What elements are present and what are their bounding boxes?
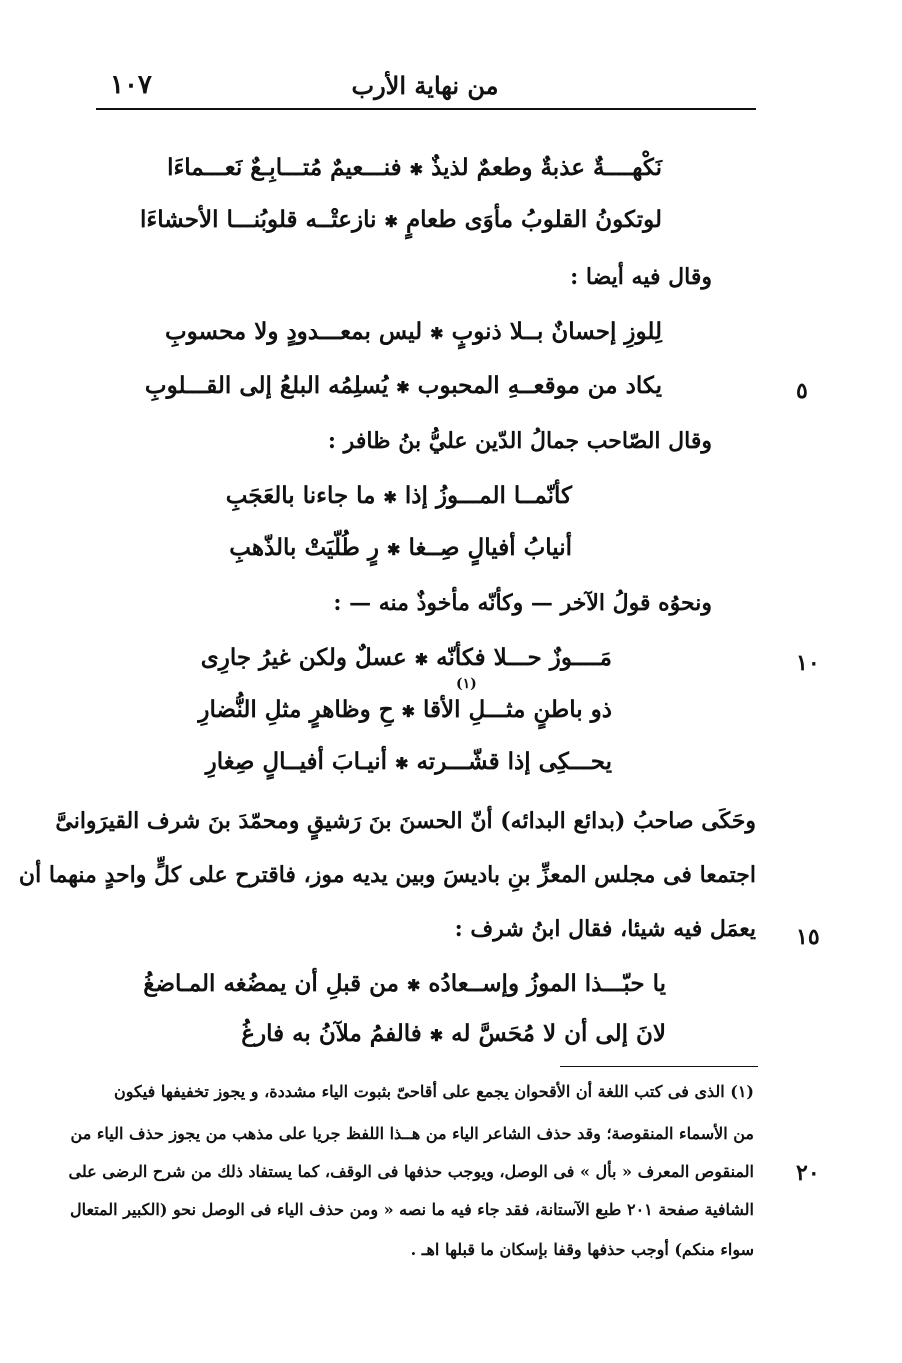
- verse-first-hemistich: مَــــوزٌ حـــلا فكأنّه: [436, 644, 612, 671]
- verse-first-hemistich: لانَ إلى أن لا مُحَسَّ له: [451, 1020, 666, 1047]
- verse-second-hemistich: حِ وظاهرٍ مثلِ النُّضارِ: [198, 696, 394, 723]
- verse-second-hemistich: نازعتْــه قلوبُنـــا الأحشاءَا: [140, 206, 377, 233]
- verse-second-hemistich: رٍ طُلّيَتْ بالذّهبِ: [229, 534, 380, 561]
- verse-line: [198, 696, 612, 723]
- intro-line: وقال الصّاحب جمالُ الدّين عليُّ بنُ ظافر :: [327, 428, 712, 454]
- page-number: ١٠٧: [110, 70, 152, 100]
- verse-second-hemistich: من قبلِ أن يمضُغه المـاضغُ: [143, 970, 399, 997]
- verse-second-hemistich: أنيـابَ أفيــالٍ صِغارِ: [205, 748, 388, 775]
- verse-first-hemistich: ذو باطنٍ مثـــلِ الأقا: [423, 696, 612, 723]
- verse-separator-star: ✱: [401, 702, 415, 721]
- verse-separator-star: ✱: [430, 324, 444, 343]
- prose-line: وحَكَى صاحبُ (بدائع البدائه) أنّ الحسنَ بنَ رَشيقٍ ومحمّدَ بنَ شرف القيرَوانىَّ: [55, 808, 756, 834]
- verse-line: [143, 970, 666, 997]
- verse-line: [201, 644, 612, 671]
- verse-first-hemistich: لوتكونُ القلوبُ مأوَى طعامٍ: [405, 206, 662, 233]
- line-number: ١٥: [796, 924, 820, 950]
- verse-first-hemistich: يا حبّـــذا الموزُ وإســعادُه: [428, 970, 666, 997]
- verse-second-hemistich: يُسلِمُه البلعُ إلى القـــلوبِ: [144, 372, 389, 399]
- footnote-line: (١) الذى فى كتب اللغة أن الأقحوان يجمع على أقاحىّ بثبوت الياء مشددة، و يجوز تخفيفها فيكون: [113, 1082, 754, 1101]
- footnote-line: الشافية صفحة ٢٠١ طبع الآستانة، فقد جاء فيه ما نصه « ومن حذف الياء فى الوصل نحو (الكبير المتعال: [70, 1200, 754, 1219]
- prose-line: اجتمعا فى مجلس المعزِّ بنِ باديسَ وبين يديه موز، فاقترح على كلٍّ واحدٍ منهما أن: [18, 862, 756, 888]
- footnote-line: من الأسماء المنقوصة؛ وقد حذف الشاعر الياء من هــذا اللفظ جريا على مذهب من يجوز حذف الياء من: [70, 1124, 754, 1143]
- verse-line: [229, 534, 572, 561]
- verse-separator-star: ✱: [407, 976, 421, 995]
- intro-line: ونحوُه قولُ الآخر — وكأنّه مأخوذٌ منه — :: [333, 590, 712, 616]
- verse-second-hemistich: ما جاءنا بالعَجَبِ: [225, 482, 376, 509]
- verse-line: [206, 748, 612, 775]
- prose-line: يعمَل فيه شيئا، فقال ابنُ شرف :: [454, 916, 756, 942]
- footnote-rule: [560, 1066, 758, 1067]
- line-number: ٢٠: [796, 1160, 820, 1186]
- verse-second-hemistich: فالفمُ ملآنُ به فارغُ: [241, 1020, 422, 1047]
- verse-first-hemistich: لِلوزِ إحسانٌ بــلا ذنوبٍ: [451, 318, 662, 345]
- verse-line: [226, 482, 572, 509]
- verse-separator-star: ✱: [414, 650, 429, 669]
- verse-separator-star: ✱: [383, 488, 397, 507]
- verse-line: [165, 318, 662, 345]
- verse-line: [140, 206, 662, 233]
- verse-first-hemistich: أنيابُ أفيالٍ صِــغا: [408, 534, 572, 561]
- verse-first-hemistich: نَكْهــــةٌ عذبةٌ وطعمٌ لذيذٌ: [431, 154, 662, 181]
- header-rule: [96, 108, 756, 110]
- verse-second-hemistich: عسلٌ ولكن غيرُ جارِى: [200, 644, 407, 671]
- verse-separator-star: ✱: [429, 1026, 444, 1045]
- line-number: ١٠: [796, 650, 820, 676]
- footnote-line: سواء منكم) أوجب حذفها وقفا بإسكان ما قبلها اهـ .: [410, 1240, 754, 1259]
- footnote-reference: (١): [456, 676, 477, 692]
- verse-line: [241, 1020, 666, 1047]
- verse-line: [167, 154, 662, 181]
- footnote-line: المنقوص المعرف « بأل » فى الوصل، ويوجب حذفها فى الوقف، كما يستفاد ذلك من شرح الرضى على: [68, 1162, 754, 1181]
- running-title: من نهاية الأرب: [351, 71, 499, 100]
- verse-second-hemistich: فنـــعيمٌ مُتـــابِـعٌ نَعـــماءَا: [167, 154, 402, 181]
- intro-line: وقال فيه أيضا :: [570, 264, 712, 290]
- verse-first-hemistich: يكاد من موقعــهِ المحبوب: [417, 372, 662, 399]
- line-number: ٥: [796, 378, 808, 404]
- verse-line: [145, 372, 662, 399]
- verse-second-hemistich: ليس بمعـــدودٍ ولا محسوبِ: [164, 318, 423, 345]
- verse-first-hemistich: يحـــكِى إذا قشّـــرته: [416, 748, 612, 775]
- verse-separator-star: ✱: [395, 754, 409, 773]
- verse-separator-star: ✱: [387, 540, 401, 559]
- running-header: [96, 66, 754, 106]
- verse-separator-star: ✱: [409, 160, 424, 179]
- verse-first-hemistich: كأنّمــا المـــوزُ إذا: [404, 482, 572, 509]
- verse-separator-star: ✱: [396, 378, 410, 397]
- verse-separator-star: ✱: [384, 212, 398, 231]
